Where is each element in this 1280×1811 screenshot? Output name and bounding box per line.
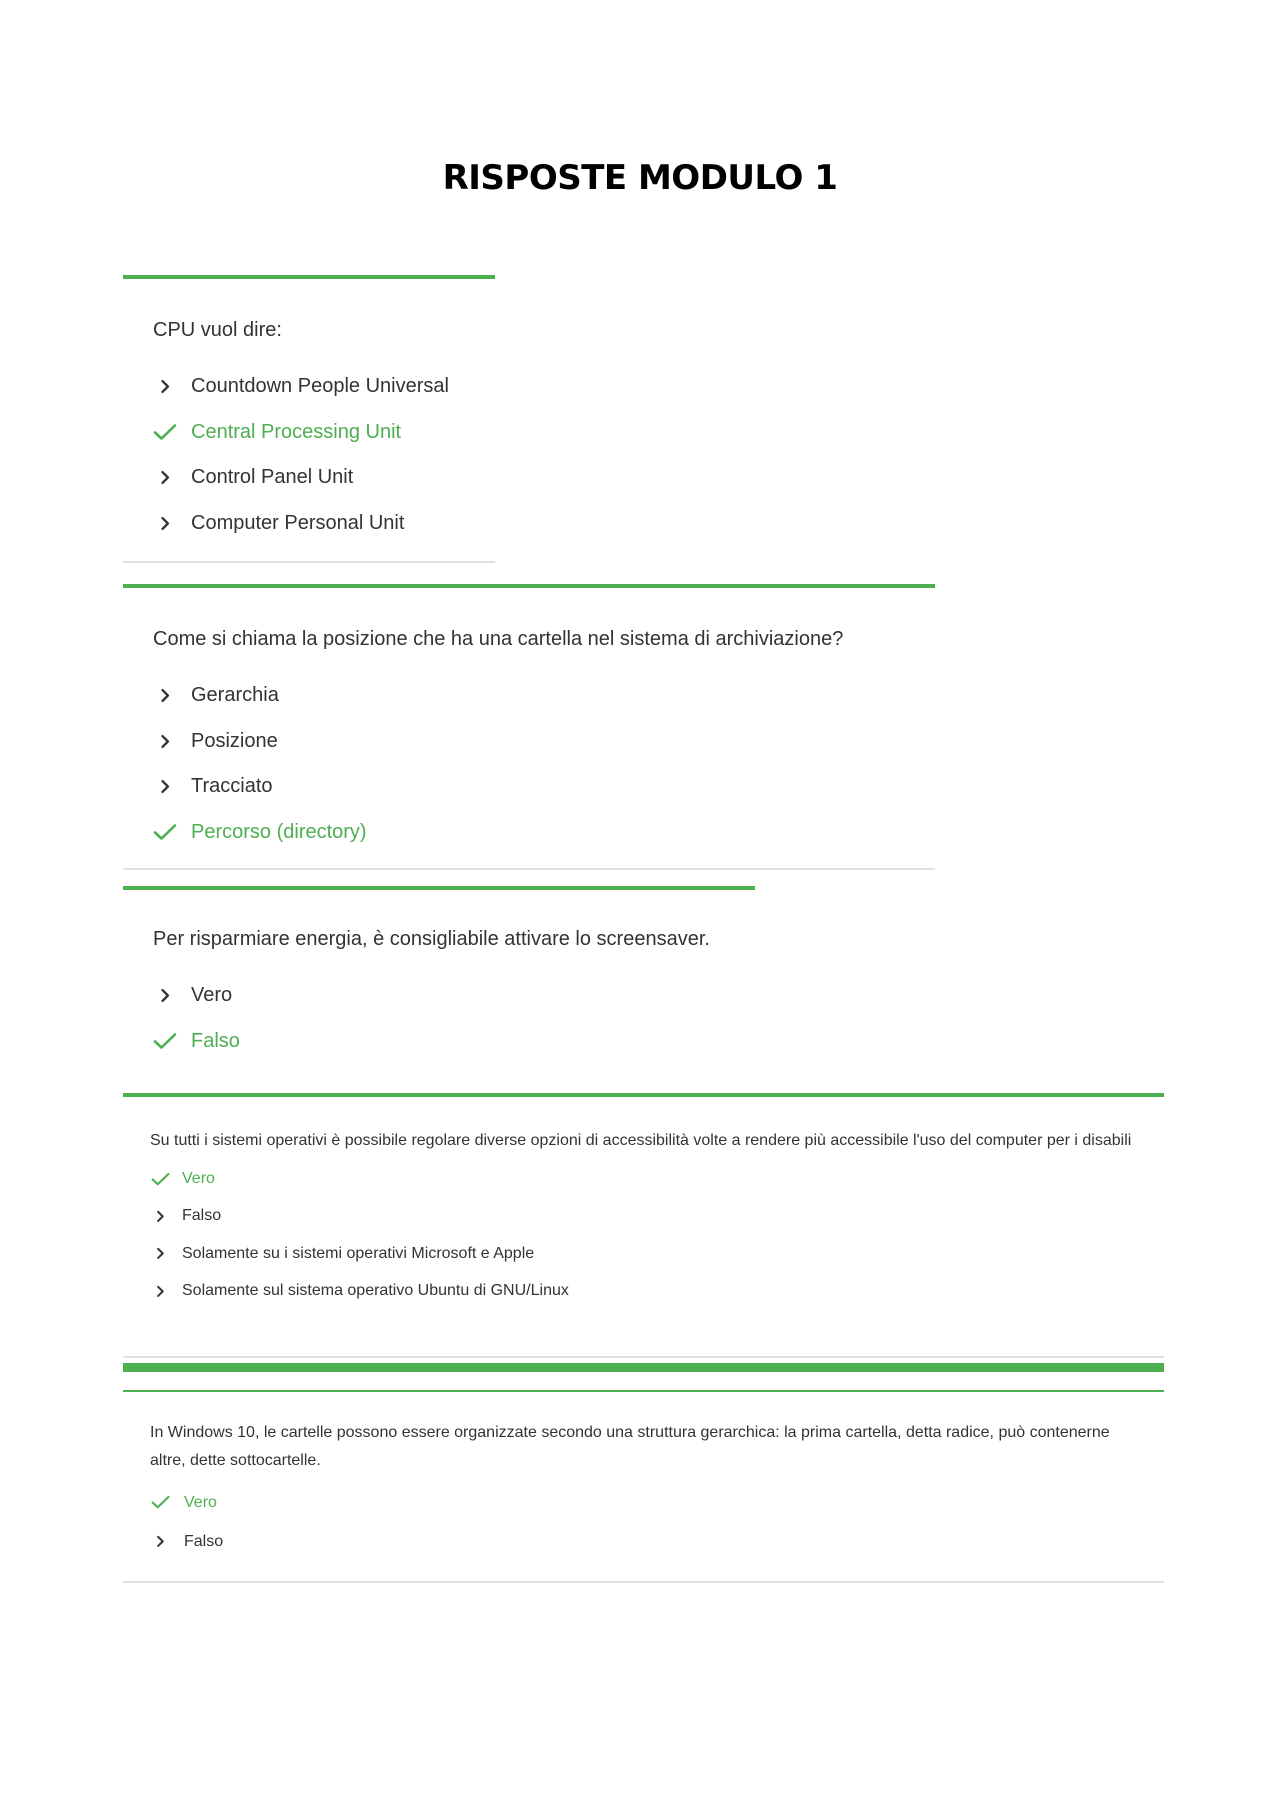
card-divider <box>123 1581 1164 1583</box>
answer-option[interactable] <box>153 719 935 765</box>
card-accent-bar <box>123 1363 1164 1372</box>
chevron-right-icon <box>153 988 177 1003</box>
question-card <box>123 1363 1164 1583</box>
answer-label: Solamente su i sistemi operativi Microsoft e Apple <box>182 1244 535 1262</box>
chevron-right-icon <box>153 734 177 749</box>
chevron-right-icon <box>150 1535 170 1548</box>
answer-option[interactable] <box>153 973 755 1019</box>
check-icon <box>153 423 177 441</box>
answer-label: Countdown People Universal <box>191 375 449 398</box>
card-divider <box>123 561 495 563</box>
check-icon <box>153 1032 177 1050</box>
question-text: Come si chiama la posizione che ha una cartella nel sistema di archiviazione? <box>153 628 844 650</box>
chevron-right-icon <box>153 779 177 794</box>
answer-option[interactable] <box>153 810 935 856</box>
chevron-right-icon <box>150 1247 170 1260</box>
answer-label: Falso <box>182 1207 222 1225</box>
answer-option[interactable] <box>153 764 935 810</box>
question-card <box>123 275 495 563</box>
card-divider <box>123 1356 1164 1358</box>
answer-label: Percorso (directory) <box>191 820 367 843</box>
check-icon <box>153 823 177 841</box>
answer-option[interactable] <box>150 1235 1144 1273</box>
answer-option[interactable] <box>150 1483 1144 1522</box>
answer-label: Tracciato <box>191 775 273 798</box>
answer-option[interactable] <box>153 501 495 547</box>
answer-option[interactable] <box>153 673 935 719</box>
question-card <box>123 584 935 870</box>
question-text: CPU vuol dire: <box>153 319 282 341</box>
check-icon <box>150 1172 170 1186</box>
question-text: In Windows 10, le cartelle possono essere organizzate secondo una struttura gerarchica: la prima cartella, detta radice, può contenerne altre, dette sottocartelle. <box>150 1424 1110 1469</box>
chevron-right-icon <box>150 1285 170 1298</box>
answer-label: Vero <box>184 1493 217 1511</box>
chevron-right-icon <box>153 516 177 531</box>
answer-label: Posizione <box>191 729 278 752</box>
answer-option[interactable] <box>153 1019 755 1065</box>
answer-option[interactable] <box>150 1160 1144 1198</box>
answer-label: Central Processing Unit <box>191 420 402 443</box>
question-card <box>123 1093 1164 1358</box>
answer-option[interactable] <box>150 1198 1144 1236</box>
answer-label: Solamente sul sistema operativo Ubuntu di GNU/Linux <box>182 1282 569 1300</box>
question-text: Per risparmiare energia, è consigliabile attivare lo screensaver. <box>153 928 710 950</box>
answer-label: Computer Personal Unit <box>191 511 405 534</box>
card-divider <box>123 868 935 870</box>
page-title: RISPOSTE MODULO 1 <box>442 158 838 198</box>
answer-label: Vero <box>191 984 233 1007</box>
question-card <box>123 886 755 1086</box>
question-text: Su tutti i sistemi operativi è possibile regolare diverse opzioni di accessibilità volte a rendere più accessibile l'uso del computer per i disabili <box>150 1132 1132 1149</box>
chevron-right-icon <box>153 379 177 394</box>
answer-label: Falso <box>191 1029 240 1052</box>
answer-option[interactable] <box>153 455 495 501</box>
answer-option[interactable] <box>150 1522 1144 1561</box>
chevron-right-icon <box>153 470 177 485</box>
answer-option[interactable] <box>153 410 495 456</box>
check-icon <box>150 1495 170 1509</box>
answer-option[interactable] <box>150 1273 1144 1311</box>
answer-label: Falso <box>184 1532 224 1550</box>
answer-label: Gerarchia <box>191 684 279 707</box>
answer-label: Control Panel Unit <box>191 466 354 489</box>
chevron-right-icon <box>150 1210 170 1223</box>
answer-option[interactable] <box>153 364 495 410</box>
answer-label: Vero <box>182 1169 215 1187</box>
chevron-right-icon <box>153 688 177 703</box>
